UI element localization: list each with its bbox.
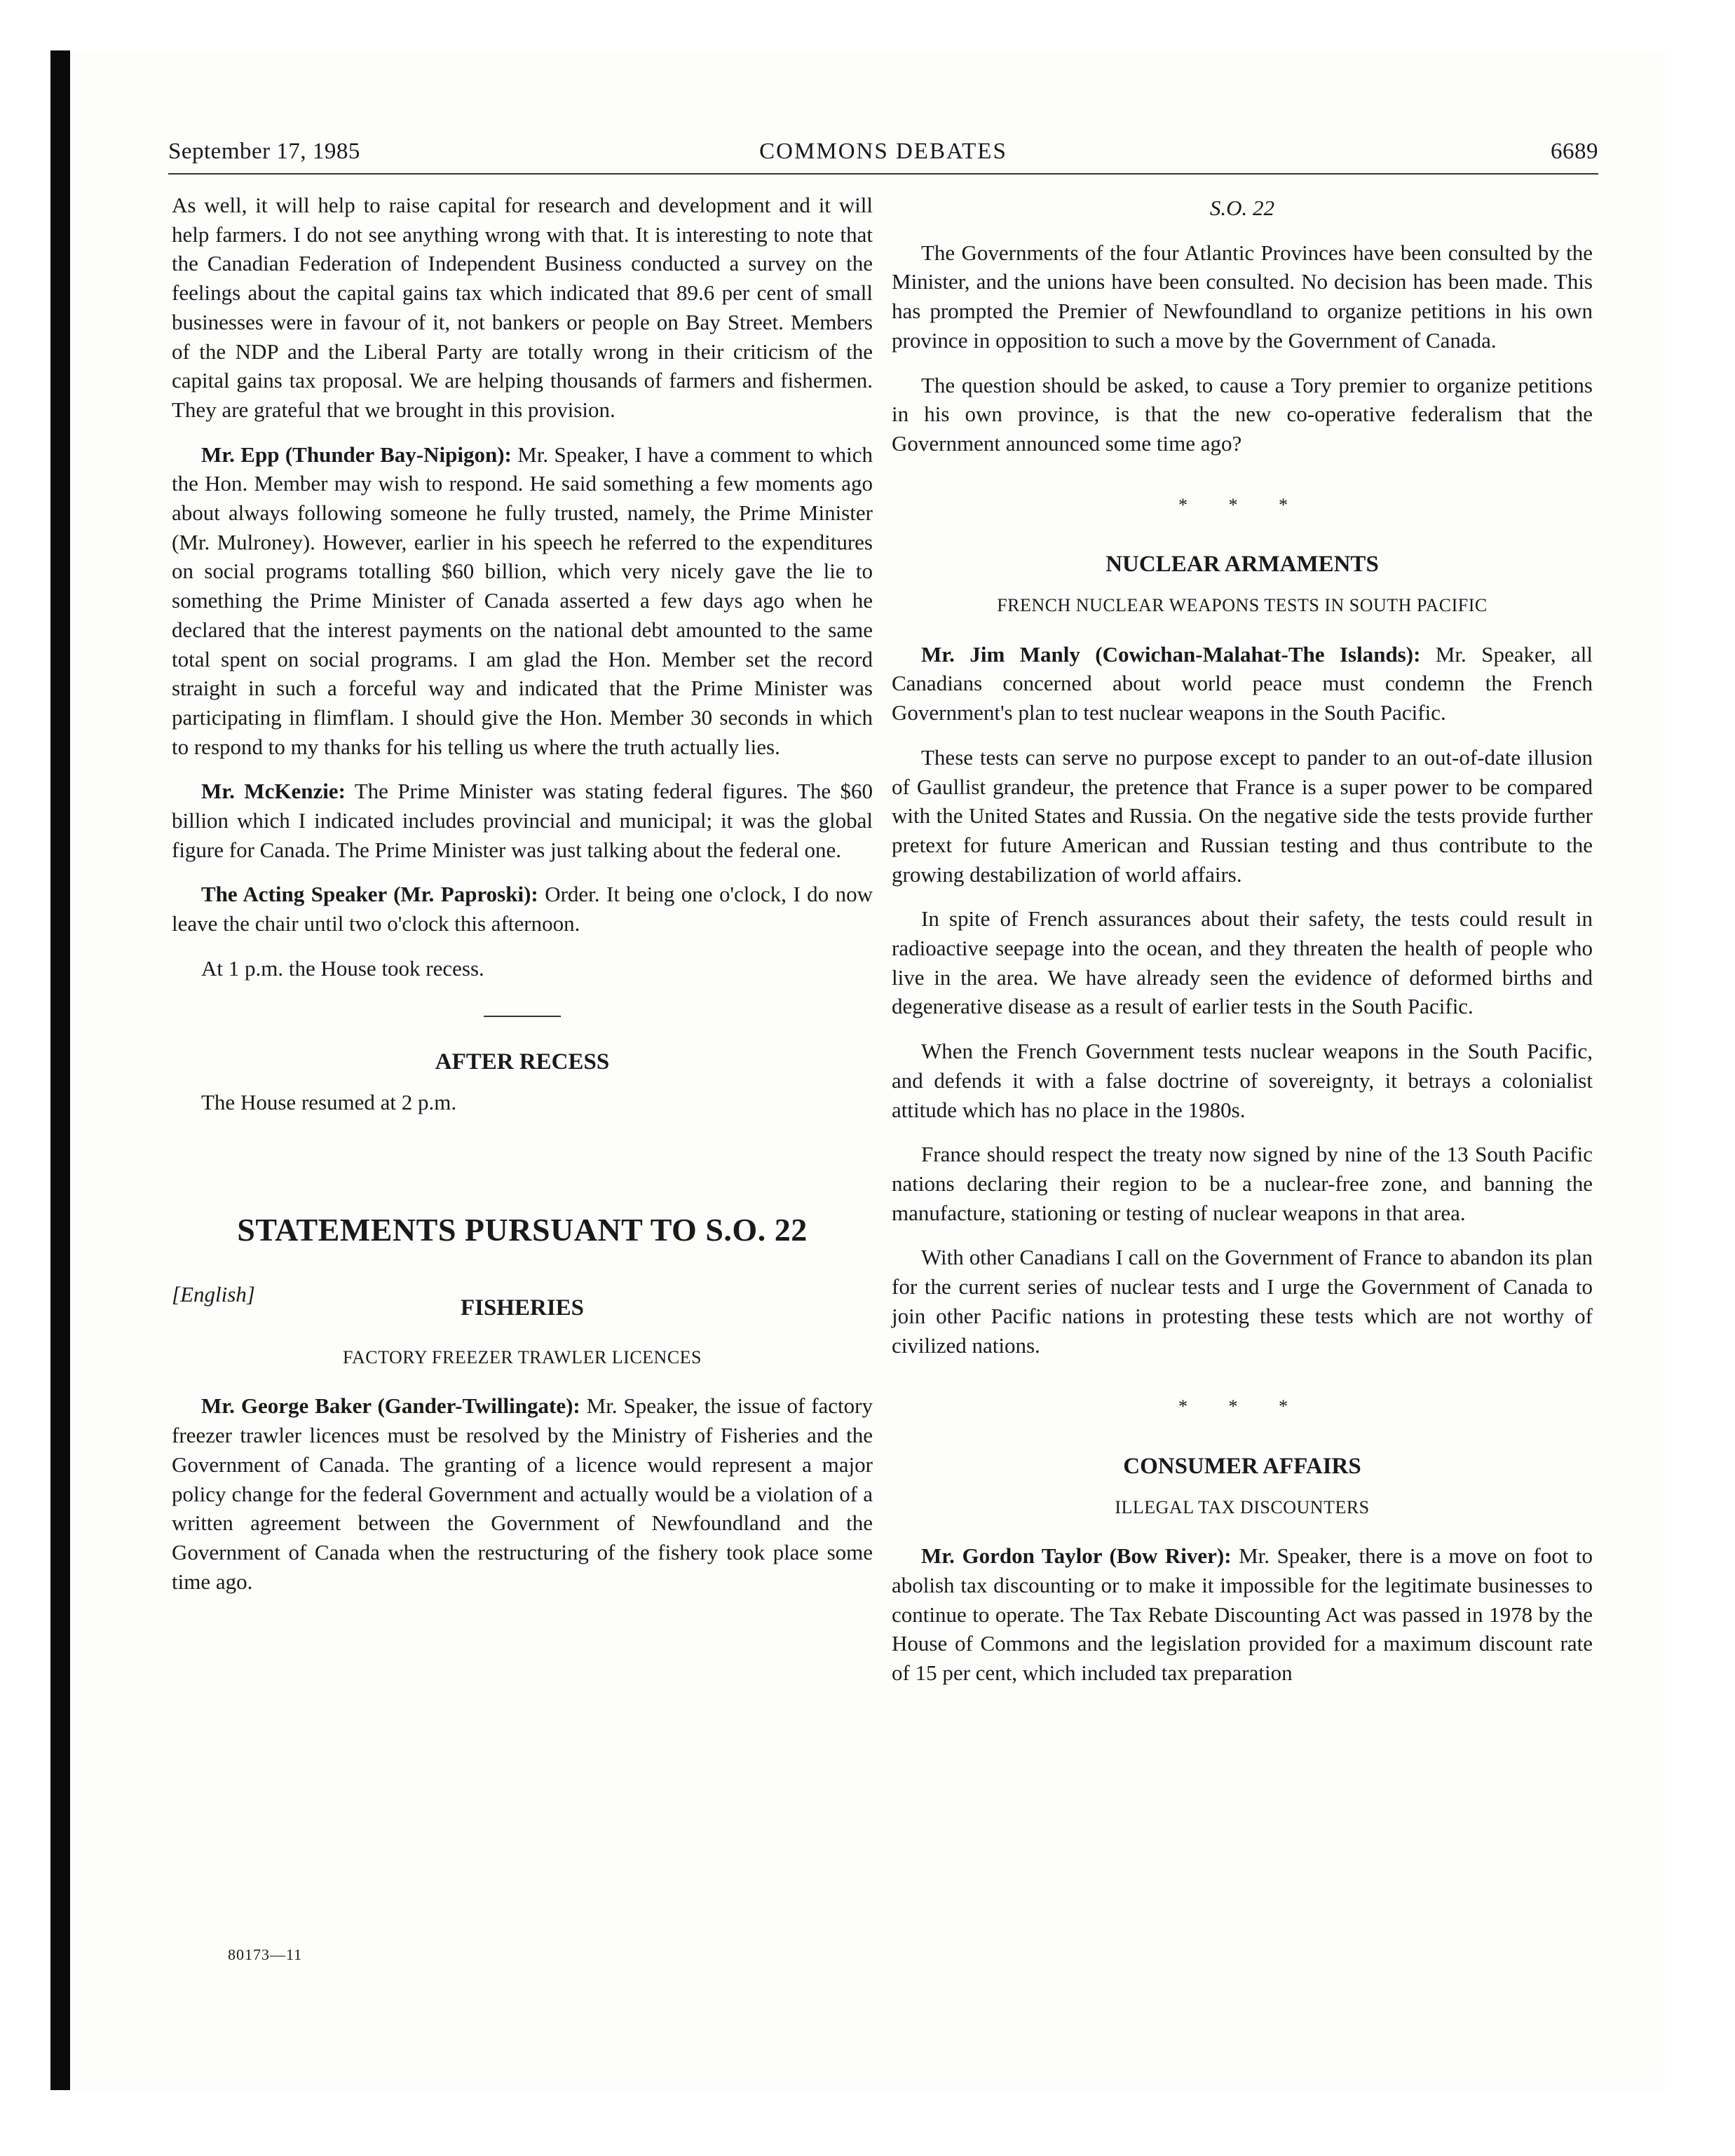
- paragraph: [172, 1391, 873, 1596]
- speaker-name: The Acting Speaker (Mr. Paproski):: [201, 882, 538, 907]
- left-column: [172, 191, 873, 1611]
- speech-text: Order. It being one o'clock, I do now leave the chair until two o'clock this afternoon.: [172, 882, 873, 936]
- speaker-name: Mr. Gordon Taylor (Bow River):: [921, 1543, 1232, 1569]
- paragraph: [892, 640, 1593, 728]
- speech-text: The Prime Minister was stating federal figures. The $60 billion which I indicated includes provincial and municipal; it was the global figure for Canada. The Prime Minister was just talking about the federal one.: [172, 779, 873, 862]
- right-column: [892, 191, 1593, 1703]
- paragraph: [172, 880, 873, 938]
- section-subheading: ILLEGAL TAX DISCOUNTERS: [1115, 1496, 1370, 1517]
- header-title: COMMONS DEBATES: [759, 139, 1007, 164]
- paragraph: The House resumed at 2 p.m.: [201, 1090, 457, 1115]
- paragraph: The question should be asked, to cause a Tory premier to organize petitions in his own province, is that the new co-operative federalism that the Government announced some time ago?: [892, 372, 1593, 456]
- scan-margin-right: [1665, 0, 1735, 2156]
- paragraph: [172, 440, 873, 762]
- speaker-name: Mr. George Baker (Gander-Twillingate):: [201, 1393, 580, 1419]
- section-subheading: FACTORY FREEZER TRAWLER LICENCES: [342, 1346, 702, 1367]
- section-heading: FISHERIES: [460, 1295, 585, 1321]
- paragraph: [892, 1541, 1593, 1688]
- standing-order-label: S.O. 22: [1209, 196, 1275, 220]
- paragraph: In spite of French assurances about their safety, the tests could result in radioactive seepage into the ocean, and they threaten the health of people who live in the area. We have already seen the evidence of deformed births and degenerative disease as a result of earlier tests in the South Pacific.: [892, 906, 1593, 1019]
- section-divider: [484, 1016, 561, 1017]
- header-date: September 17, 1985: [168, 139, 360, 164]
- section-heading: NUCLEAR ARMAMENTS: [1105, 552, 1379, 578]
- speech-text: Mr. Speaker, the issue of factory freezer trawler licences must be resolved by the Ministry of Fisheries and the Government of Canada. The granting of a licence would represent a major policy change for the federal Government and actually would be a violation of a written agreement between the Government of Newfoundland and the Government of Canada when the restructuring of the fishery took place some time ago.: [172, 1393, 873, 1594]
- major-heading: STATEMENTS PURSUANT TO S.O. 22: [237, 1211, 808, 1248]
- speech-text: Mr. Speaker, all Canadians concerned about world peace must condemn the French Government's plan to test nuclear weapons in the South Pacific.: [892, 641, 1593, 725]
- paragraph: As well, it will help to raise capital for research and development and it will help farmers. I do not see anything wrong with that. It is interesting to note that the Canadian Federation of Independent Business conducted a survey on the feelings about the capital gains tax which indicated that 89.6 per cent of small businesses were in favour of it, not bankers or people on Bay Street. Members of the NDP and the Liberal Party are totally wrong in their criticism of the capital gains tax proposal. We are helping thousands of farmers and fishermen. They are grateful that we brought in this provision.: [172, 193, 873, 422]
- section-heading: AFTER RECESS: [435, 1049, 610, 1074]
- language-tag: [English]: [172, 1281, 255, 1306]
- paragraph: At 1 p.m. the House took recess.: [201, 955, 484, 981]
- paragraph: [172, 777, 873, 864]
- speaker-name: Mr. Jim Manly (Cowichan-Malahat-The Islands):: [921, 641, 1421, 667]
- header-page-number: 6689: [1551, 139, 1598, 164]
- language-heading-row: [172, 1280, 873, 1321]
- section-subheading: FRENCH NUCLEAR WEAPONS TESTS IN SOUTH PACIFIC: [997, 595, 1488, 616]
- paragraph: When the French Government tests nuclear weapons in the South Pacific, and defends it with a false doctrine of sovereignty, it betrays a colonialist attitude which has no place in the 1980s.: [892, 1039, 1593, 1122]
- section-separator-stars: * * *: [1178, 494, 1306, 515]
- scan-binding-edge: [50, 50, 70, 2090]
- scan-margin-left: [0, 0, 50, 2156]
- print-code: 80173—11: [228, 1946, 303, 1963]
- speech-text: Mr. Speaker, I have a comment to which the Hon. Member may wish to respond. He said something a few moments ago about always following someone he fully trusted, namely, the Prime Minister (Mr. Mulroney). However, earlier in his speech he referred to the expenditures on social programs totalling $60 billion, which very nicely gave the lie to something the Prime Minister of Canada asserted a few days ago when he declared that the interest payments on the national debt amounted to the same total spent on social programs. I am glad the Hon. Member set the record straight in such a forceful way and indicated that the Prime Minister was participating in flimflam. I should give the Hon. Member 30 seconds in which to respond to my thanks for his telling us where the truth actually lies.: [172, 442, 873, 759]
- paragraph: France should respect the treaty now signed by nine of the 13 South Pacific nations declaring their region to be a nuclear-free zone, and banning the manufacture, stationing or testing of nuclear weapons in that area.: [892, 1142, 1593, 1225]
- scan-margin-top: [50, 0, 1735, 50]
- page-header: [168, 139, 1598, 171]
- paragraph: With other Canadians I call on the Government of France to abandon its plan for the current series of nuclear tests and I urge the Government of Canada to join other Pacific nations in protesting these tests which are not worthy of civilized nations.: [892, 1245, 1593, 1358]
- speaker-name: Mr. McKenzie:: [201, 779, 346, 804]
- paragraph: The Governments of the four Atlantic Provinces have been consulted by the Minister, and the unions have been consulted. No decision has been made. This has prompted the Premier of Newfoundland to organize petitions in his own province in opposition to such a move by the Government of Canada.: [892, 240, 1593, 353]
- paragraph: These tests can serve no purpose except to pander to an out-of-date illusion of Gaullist grandeur, the pretence that France is a super power to be compared with the United States and Russia. On the negative side the tests provide further pretext for future American and Russian testing and thus contribute to the growing destabilization of world affairs.: [892, 744, 1593, 887]
- section-separator-stars: * * *: [1178, 1396, 1306, 1417]
- header-rule: [168, 173, 1598, 175]
- section-heading: CONSUMER AFFAIRS: [1123, 1453, 1361, 1479]
- speaker-name: Mr. Epp (Thunder Bay-Nipigon):: [201, 442, 512, 467]
- speech-text: Mr. Speaker, there is a move on foot to abolish tax discounting or to make it impossible for the legitimate businesses to continue to operate. The Tax Rebate Discounting Act was passed in 1978 by the House of Commons and the legislation provided for a maximum discount rate of 15 per cent, which included tax preparation: [892, 1543, 1593, 1686]
- scan-margin-bottom: [50, 2090, 1735, 2156]
